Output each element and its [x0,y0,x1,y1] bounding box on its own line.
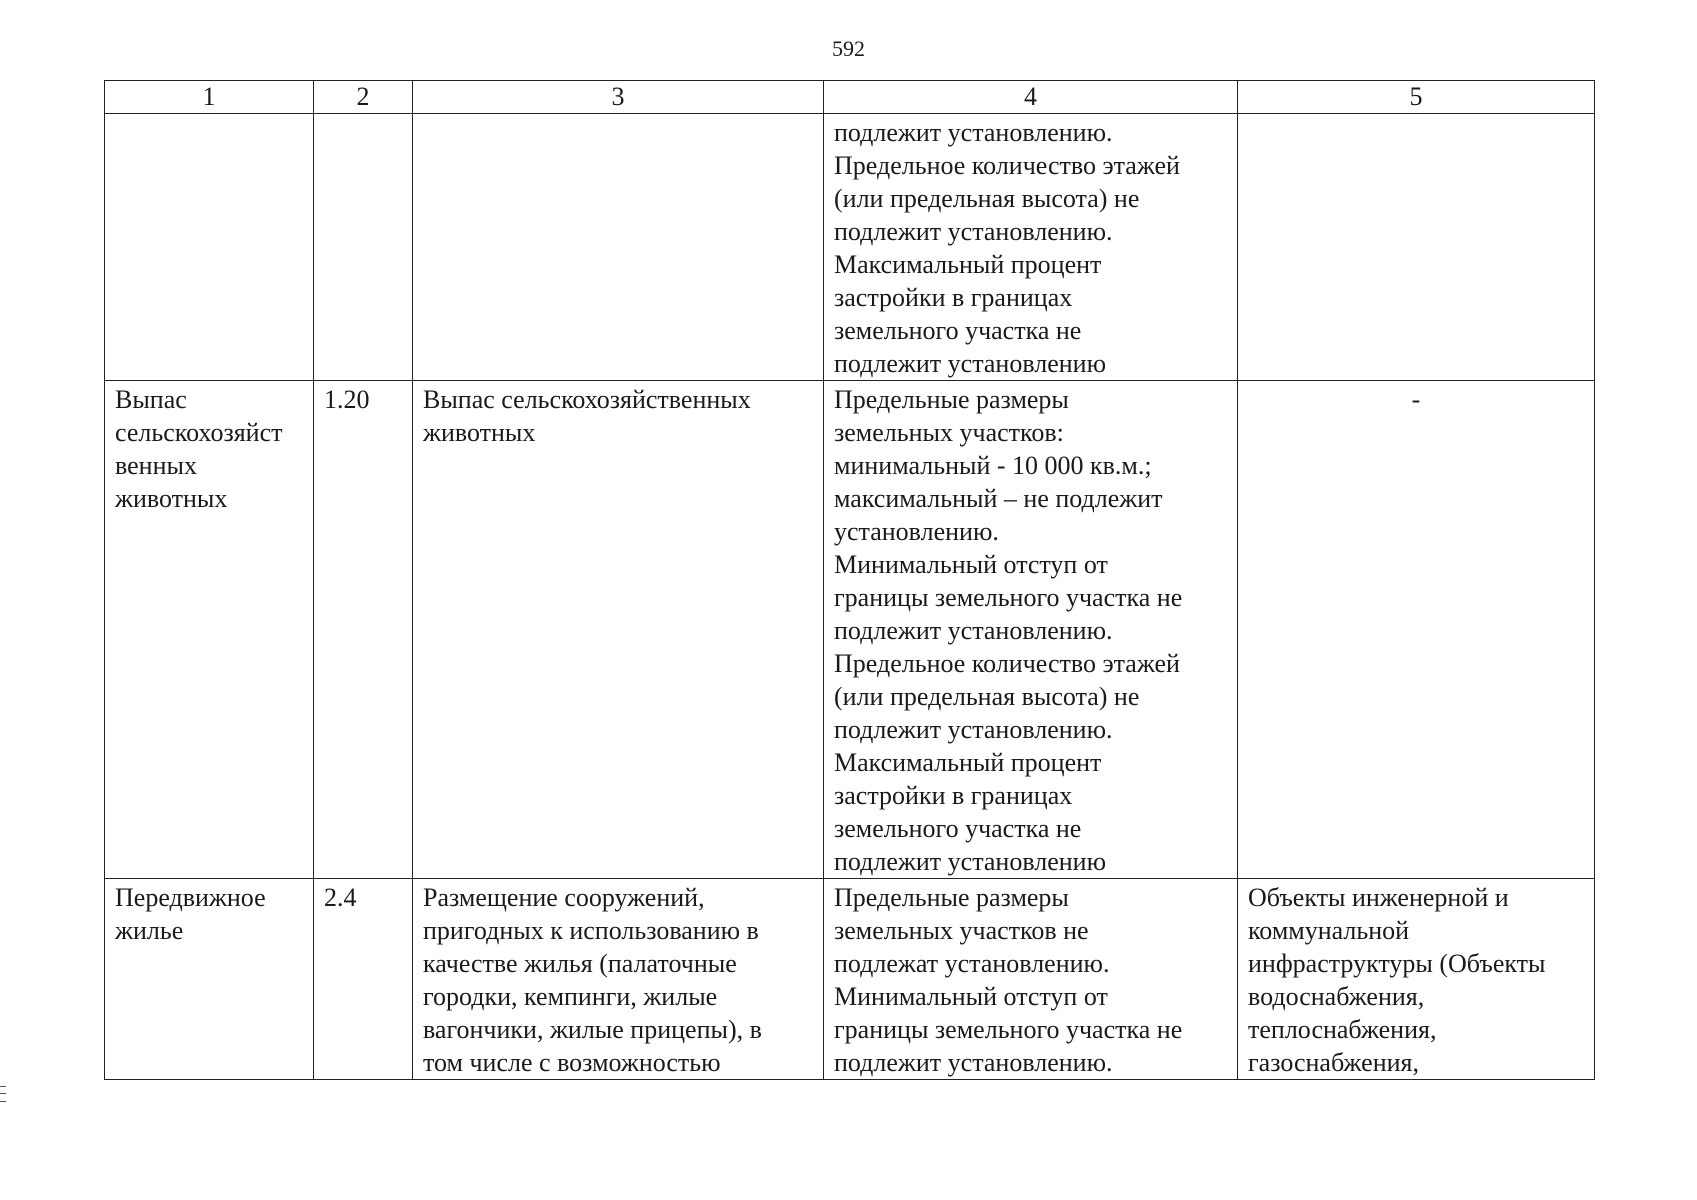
table-row [105,114,1595,381]
land-use-name-cell: Выпас сельскохозяйст венных животных [105,381,314,879]
permitted-objects-cell: Объекты инженерной и коммунальной инфраструктуры (Объекты водоснабжения, теплоснабжения, газоснабжения, [1238,879,1595,1080]
land-use-code-cell: 1.20 [314,381,413,879]
zoning-regulations-table [104,80,1595,1080]
building-parameters-cell: Предельные размеры земельных участков: минимальный - 10 000 кв.м.; максимальный – не подлежит установлению. Минимальный отступ от границы земельного участка не подлежит установлению. Предельное количество этажей (или предельная высота) не подлежит установлению. Максимальный процент застройки в границах земельного участка не подлежит установлению [824,381,1238,879]
column-header-5: 5 [1238,81,1595,114]
column-header-3: 3 [413,81,824,114]
land-use-name-cell [105,114,314,381]
building-parameters-cell: подлежит установлению. Предельное количество этажей (или предельная высота) не подлежит установлению. Максимальный процент застройки в границах земельного участка не подлежит установлению [824,114,1238,381]
land-use-description-cell [413,114,824,381]
column-header-1: 1 [105,81,314,114]
page-number: 592 [832,36,865,61]
land-use-description-cell: Выпас сельскохозяйственных животных [413,381,824,879]
scan-margin-mark [0,1086,6,1102]
land-use-name-cell: Передвижное жилье [105,879,314,1080]
land-use-description-cell: Размещение сооружений, пригодных к использованию в качестве жилья (палаточные городки, кемпинги, жилые вагончики, жилые прицепы), в том числе с возможностью [413,879,824,1080]
table-row [105,879,1595,1080]
column-header-4: 4 [824,81,1238,114]
permitted-objects-cell: - [1238,381,1595,879]
permitted-objects-cell [1238,114,1595,381]
table-row [105,381,1595,879]
land-use-code-cell: 2.4 [314,879,413,1080]
building-parameters-cell: Предельные размеры земельных участков не подлежат установлению. Минимальный отступ от границы земельного участка не подлежит установлению. [824,879,1238,1080]
land-use-code-cell [314,114,413,381]
column-header-2: 2 [314,81,413,114]
table-header-row [105,81,1595,114]
